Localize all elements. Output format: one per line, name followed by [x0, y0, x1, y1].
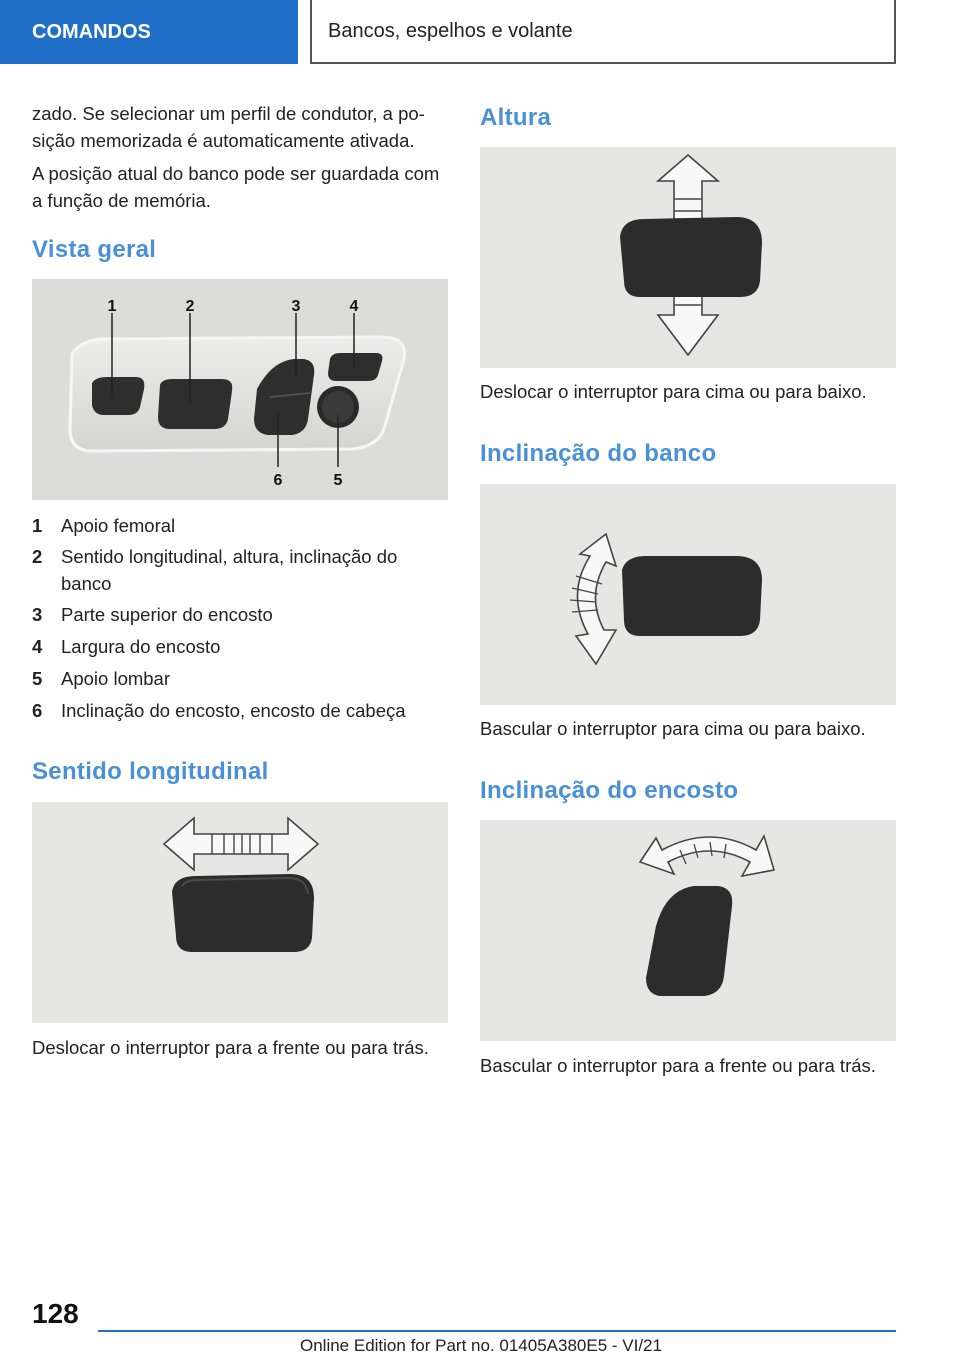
callout-1: 1	[107, 298, 117, 315]
chapter-bar	[310, 0, 896, 64]
intro-paragraph-2: A posição atual do banco pode ser guardada com a função de memória.	[32, 163, 440, 211]
heading-height: Altura	[480, 104, 552, 131]
legend-number: 3	[32, 604, 43, 625]
figure-height-switch	[480, 147, 896, 368]
legend-text: Sentido longitudinal, altura, inclinação do banco	[61, 546, 398, 594]
page-number: 128	[32, 1298, 79, 1329]
chapter-title: Bancos, espelhos e volante	[328, 19, 573, 42]
footer-rule	[98, 1330, 896, 1332]
callout-2: 2	[185, 298, 195, 315]
legend-text: Parte superior do encosto	[61, 604, 273, 625]
legend-text: Apoio femoral	[61, 515, 176, 536]
legend-text: Apoio lombar	[61, 668, 171, 689]
heading-seat-tilt: Inclinação do banco	[480, 440, 717, 467]
callout-5: 5	[333, 472, 343, 489]
legend-number: 4	[32, 636, 43, 657]
figure-backrest-tilt-switch	[480, 820, 896, 1041]
legend-item	[32, 697, 441, 724]
legend-number: 2	[32, 546, 43, 567]
figure-longitudinal-switch	[32, 802, 448, 1023]
caption-height: Deslocar o interruptor para cima ou para baixo.	[480, 381, 867, 402]
heading-overview: Vista geral	[32, 236, 157, 263]
legend-item	[32, 543, 441, 597]
section-tab	[0, 0, 298, 64]
edition-note: Online Edition for Part no. 01405A380E5 - VI/21	[300, 1336, 662, 1355]
callout-6: 6	[273, 472, 283, 489]
caption-backrest-tilt: Bascular o interruptor para a frente ou para trás.	[480, 1055, 876, 1076]
legend-number: 1	[32, 515, 43, 536]
section-title: COMANDOS	[32, 20, 151, 43]
legend-text: Largura do encosto	[61, 636, 221, 657]
legend-number: 5	[32, 668, 43, 689]
legend-item	[32, 633, 441, 660]
legend-text: Inclinação do encosto, encosto de cabeça	[61, 700, 406, 721]
caption-longitudinal: Deslocar o interruptor para a frente ou para trás.	[32, 1037, 429, 1058]
intro-paragraph-1: zado. Se selecionar um perfil de condutor, a po-sição memorizada é automaticamente ativada.	[32, 103, 425, 151]
figure-seat-controls-overview	[32, 279, 448, 500]
legend-item	[32, 665, 441, 692]
callout-3: 3	[291, 298, 301, 315]
callout-4: 4	[349, 298, 359, 315]
heading-backrest-tilt: Inclinação do encosto	[480, 777, 739, 804]
heading-longitudinal: Sentido longitudinal	[32, 758, 269, 785]
figure-seat-tilt-switch	[480, 484, 896, 705]
legend-number: 6	[32, 700, 43, 721]
caption-seat-tilt: Bascular o interruptor para cima ou para baixo.	[480, 718, 866, 739]
legend-item	[32, 512, 441, 539]
legend-item	[32, 601, 441, 628]
